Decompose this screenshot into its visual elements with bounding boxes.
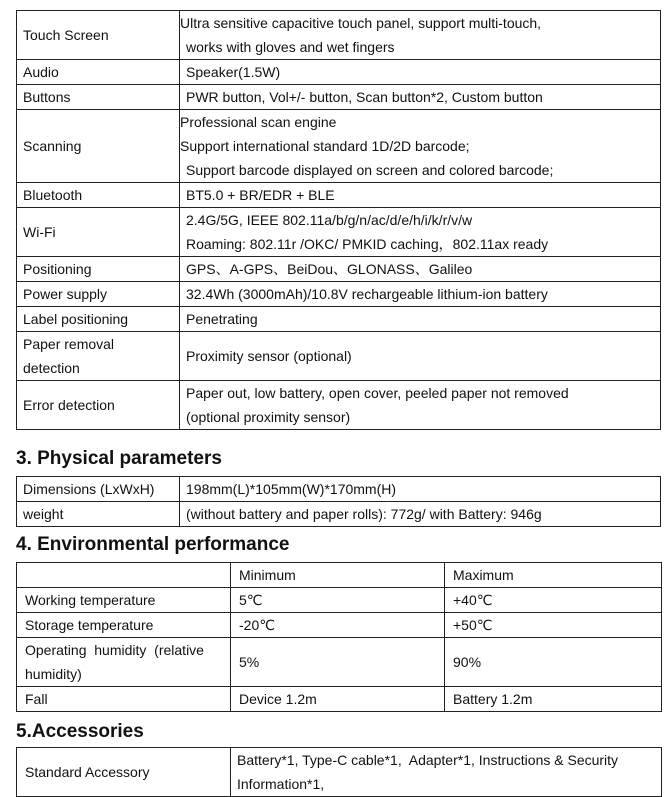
table-row [17, 687, 662, 712]
spec-value-line: Professional scan engine [180, 114, 337, 130]
spec-value-line: Speaker(1.5W) [186, 64, 281, 80]
spec-label: Error detection [17, 381, 180, 430]
spec-value-line: Penetrating [186, 311, 258, 327]
accessory-line: Battery*1, Type-C cable*1, Adapter*1, Instructions & Security [237, 752, 619, 768]
table-row [17, 307, 661, 332]
humidity-label-line: Operating humidity (relative [25, 642, 204, 658]
spec-value [180, 332, 661, 381]
spec-value-line: (optional proximity sensor) [186, 409, 351, 425]
spec-value [180, 11, 661, 60]
spec-value-line: 2.4G/5G, IEEE 802.11a/b/g/n/ac/d/e/h/i/k/r/v/w [186, 212, 473, 228]
standard-accessory-value [231, 748, 662, 797]
spec-label: Wi-Fi [17, 208, 180, 257]
table-row [17, 332, 661, 381]
humidity-min: 5% [231, 638, 445, 687]
table-row [17, 85, 661, 110]
table-row [17, 502, 661, 527]
spec-value-line: Roaming: 802.11r /OKC/ PMKID caching，802.11ax ready [186, 236, 549, 252]
spec-value-line: works with gloves and wet fingers [186, 39, 395, 55]
working-temperature-min: 5℃ [231, 588, 445, 613]
spec-value-line: Proximity sensor (optional) [186, 348, 352, 364]
spec-value-line: BT5.0 + BR/EDR + BLE [186, 187, 335, 203]
table-row [17, 638, 662, 687]
spec-value [180, 110, 661, 183]
humidity-label [17, 638, 231, 687]
header-blank [17, 563, 231, 588]
working-temperature-max: +40℃ [445, 588, 662, 613]
fall-label: Fall [17, 687, 231, 712]
spec-label: Power supply [17, 282, 180, 307]
storage-temperature-min: -20℃ [231, 613, 445, 638]
spec-label: Buttons [17, 85, 180, 110]
fall-max: Battery 1.2m [445, 687, 662, 712]
storage-temperature-label: Storage temperature [17, 613, 231, 638]
spec-label: Audio [17, 60, 180, 85]
spec-value [180, 208, 661, 257]
table-row [17, 208, 661, 257]
storage-temperature-max: +50℃ [445, 613, 662, 638]
table-row [17, 183, 661, 208]
spec-label-line: detection [23, 360, 80, 376]
spec-label: Label positioning [17, 307, 180, 332]
table-row [17, 748, 662, 797]
table-row [17, 381, 661, 430]
accessories-table [16, 747, 662, 797]
spec-value-line: 32.4Wh (3000mAh)/10.8V rechargeable lithium-ion battery [186, 286, 548, 302]
physical-table [16, 476, 661, 527]
fall-min: Device 1.2m [231, 687, 445, 712]
spec-value-line: Paper out, low battery, open cover, peeled paper not removed [186, 385, 569, 401]
dimensions-value: 198mm(L)*105mm(W)*170mm(H) [180, 477, 661, 502]
accessories-heading: 5.Accessories [16, 721, 144, 742]
spec-label [17, 332, 180, 381]
spec-value [180, 381, 661, 430]
spec-value-line: Ultra sensitive capacitive touch panel, support multi-touch, [180, 15, 542, 31]
weight-label: weight [17, 502, 180, 527]
spec-table [16, 10, 661, 430]
table-row [17, 60, 661, 85]
table-row [17, 613, 662, 638]
spec-value [180, 307, 661, 332]
spec-value [180, 257, 661, 282]
humidity-max: 90% [445, 638, 662, 687]
spec-value-line: GPS、A-GPS、BeiDou、GLONASS、Galileo [186, 261, 473, 277]
standard-accessory-label: Standard Accessory [17, 748, 231, 797]
table-row [17, 110, 661, 183]
physical-heading: 3. Physical parameters [16, 448, 222, 469]
environmental-heading: 4. Environmental performance [16, 534, 290, 555]
spec-value [180, 282, 661, 307]
table-row [17, 477, 661, 502]
spec-value [180, 85, 661, 110]
spec-label: Touch Screen [17, 11, 180, 60]
environmental-table [16, 562, 662, 712]
spec-label: Positioning [17, 257, 180, 282]
spec-label: Scanning [17, 110, 180, 183]
spec-value [180, 183, 661, 208]
spec-value-line: PWR button, Vol+/- button, Scan button*2, Custom button [186, 89, 543, 105]
header-minimum: Minimum [231, 563, 445, 588]
header-maximum: Maximum [445, 563, 662, 588]
humidity-label-line: humidity) [25, 666, 82, 682]
table-row [17, 257, 661, 282]
table-row [17, 588, 662, 613]
spec-value-line: Support barcode displayed on screen and colored barcode; [186, 162, 554, 178]
spec-value [180, 60, 661, 85]
table-row [17, 11, 661, 60]
weight-value: (without battery and paper rolls): 772g/ with Battery: 946g [180, 502, 661, 527]
dimensions-label: Dimensions (LxWxH) [17, 477, 180, 502]
table-header-row [17, 563, 662, 588]
spec-value-line: Support international standard 1D/2D barcode; [180, 138, 470, 154]
working-temperature-label: Working temperature [17, 588, 231, 613]
spec-label: Bluetooth [17, 183, 180, 208]
table-row [17, 282, 661, 307]
accessory-line: Information*1, [237, 776, 325, 792]
spec-label-line: Paper removal [23, 336, 115, 352]
